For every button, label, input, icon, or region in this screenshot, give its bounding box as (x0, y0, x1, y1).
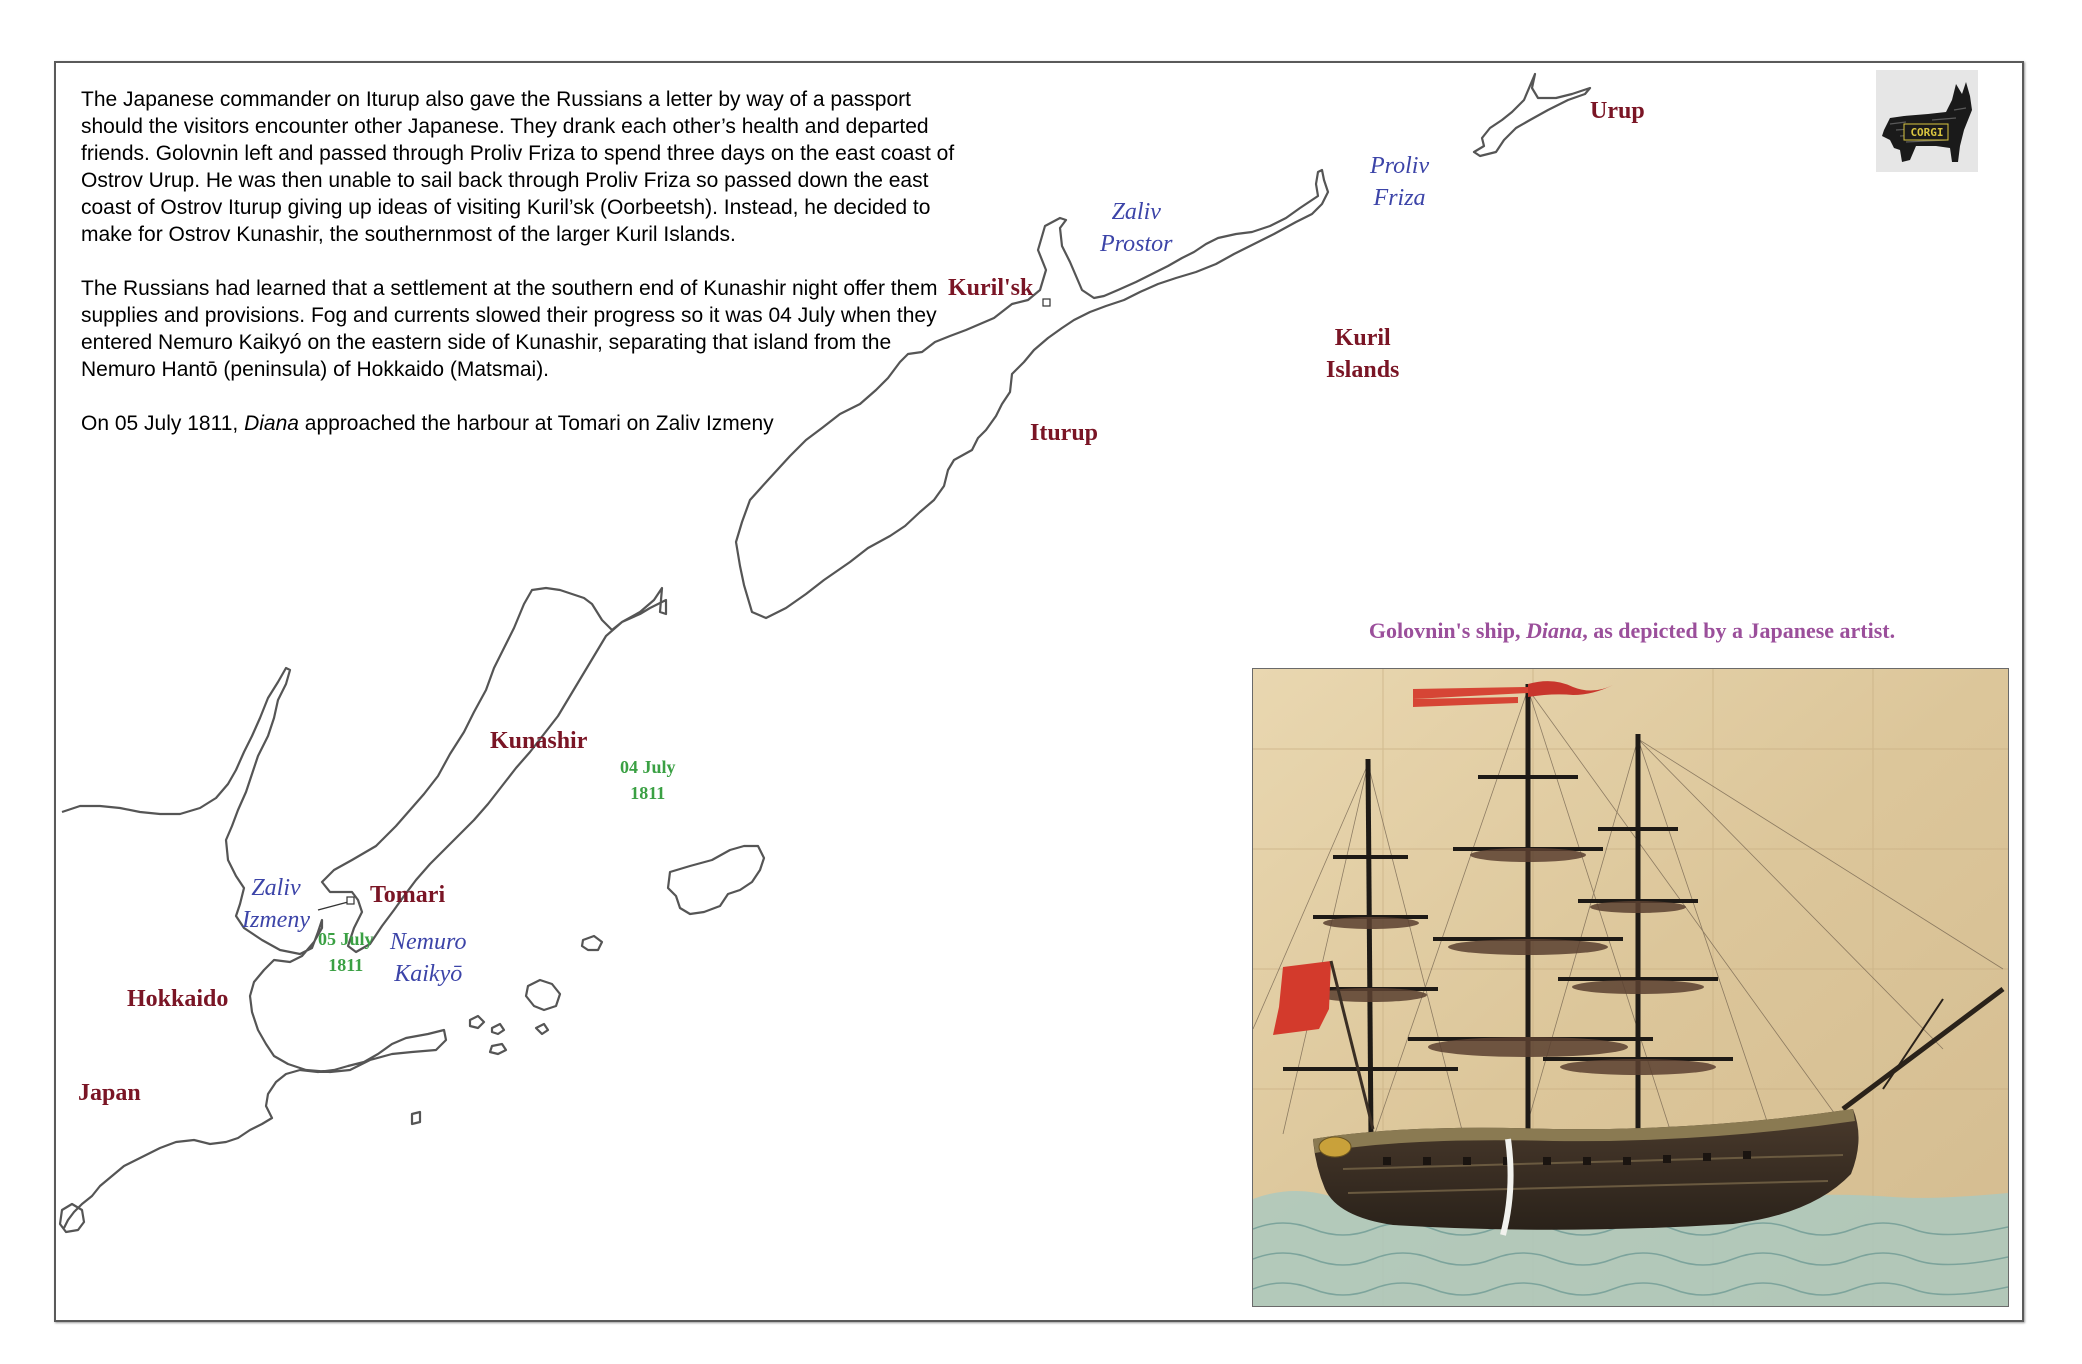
urup-island (1474, 74, 1590, 156)
narrative-text (81, 86, 961, 464)
narrative-p3-before: On 05 July 1811, (81, 412, 245, 435)
label-prostor-line-1: Zaliv (1111, 199, 1161, 225)
caption-before: Golovnin's ship, (1368, 618, 1526, 643)
label-kuril-line-2: Islands (1326, 357, 1400, 383)
islet-1 (582, 936, 602, 950)
label-urup: Urup (1590, 98, 1645, 124)
islet-6 (490, 1044, 506, 1054)
label-kunashir: Kunashir (490, 728, 588, 754)
label-kuril-line-1: Kuril (1334, 325, 1391, 351)
corgi-dog-icon (1876, 70, 1978, 172)
label-kuril-islands (1326, 322, 1399, 386)
label-izmeny-line-1: Zaliv (251, 875, 301, 901)
narrative-p3-after: approached the harbour at Tomari on Zaliv Izmeny (298, 412, 774, 435)
label-prostor-line-2: Prostor (1100, 231, 1173, 257)
islet-5 (536, 1024, 548, 1034)
label-nemuro-line-2: Kaikyō (394, 961, 463, 987)
islet-2 (526, 980, 560, 1010)
islet-4 (492, 1024, 504, 1034)
label-iturup: Iturup (1030, 420, 1099, 446)
kurilsk-marker (1043, 299, 1050, 306)
corgi-logo-text: CORGI (1910, 126, 1944, 139)
narrative-paragraph-3 (81, 410, 961, 437)
ship-diana-illustration (1253, 669, 2008, 1306)
caption-after: , as depicted by a Japanese artist. (1582, 618, 1896, 643)
ship-painting (1252, 668, 2009, 1307)
narrative-p3-ship-name: Diana (244, 412, 299, 435)
hokkaido-coast (62, 668, 446, 1228)
corgi-logo (1876, 70, 1978, 172)
ship-caption (1252, 618, 2012, 644)
label-date-july-4 (620, 754, 676, 806)
narrative-paragraph-1: The Japanese commander on Iturup also gave the Russians a letter by way of a passport should the visitors encounter other Japanese. They drank each other’s health and departed friends. Golovnin left and passed through Proliv Friza to spend three days on the east coast of Ostrov Urup. He was then unable to sail back through Proliv Friza so passed down the east coast of Ostrov Iturup giving up ideas of visiting Kuril’sk (Oorbeetsh). Instead, he decided to make for Ostrov Kunashir, the southernmost of the larger Kuril Islands. (81, 88, 955, 246)
shikotan-island (668, 846, 764, 914)
label-date-july-5 (318, 926, 374, 978)
label-tomari: Tomari (370, 882, 446, 908)
label-zaliv-izmeny (242, 872, 310, 936)
tomari-leader-line (318, 902, 348, 910)
label-kurilsk: Kuril'sk (948, 275, 1034, 301)
label-july5-line-1: 05 July (318, 929, 374, 949)
label-nemuro-line-1: Nemuro (390, 929, 467, 955)
label-july4-line-1: 04 July (620, 757, 676, 777)
islet-7 (412, 1112, 420, 1124)
hokkaido-west (60, 1204, 84, 1232)
tomari-marker (347, 897, 354, 904)
narrative-paragraph-2: The Russians had learned that a settlement at the southern end of Kunashir night offer them supplies and provisions. Fog and currents slowed their progress so it was 04 July when they entered Nemuro Kaikyó on the eastern side of Kunashir, separating that island from the Nemuro Hantō (peninsula) of Hokkaido (Matsmai). (81, 277, 938, 381)
label-izmeny-line-2: Izmeny (242, 907, 310, 933)
label-proliv-friza (1370, 150, 1429, 214)
label-nemuro-kaikyo (390, 926, 466, 990)
label-hokkaido: Hokkaido (127, 986, 229, 1012)
islet-3 (470, 1016, 484, 1028)
label-proliv-line-1: Proliv (1370, 153, 1430, 179)
label-zaliv-prostor (1100, 196, 1172, 260)
label-proliv-line-2: Friza (1373, 185, 1426, 211)
label-july4-line-2: 1811 (630, 783, 666, 803)
label-july5-line-2: 1811 (328, 955, 364, 975)
caption-ship-name: Diana (1526, 618, 1583, 643)
label-japan: Japan (78, 1080, 141, 1106)
